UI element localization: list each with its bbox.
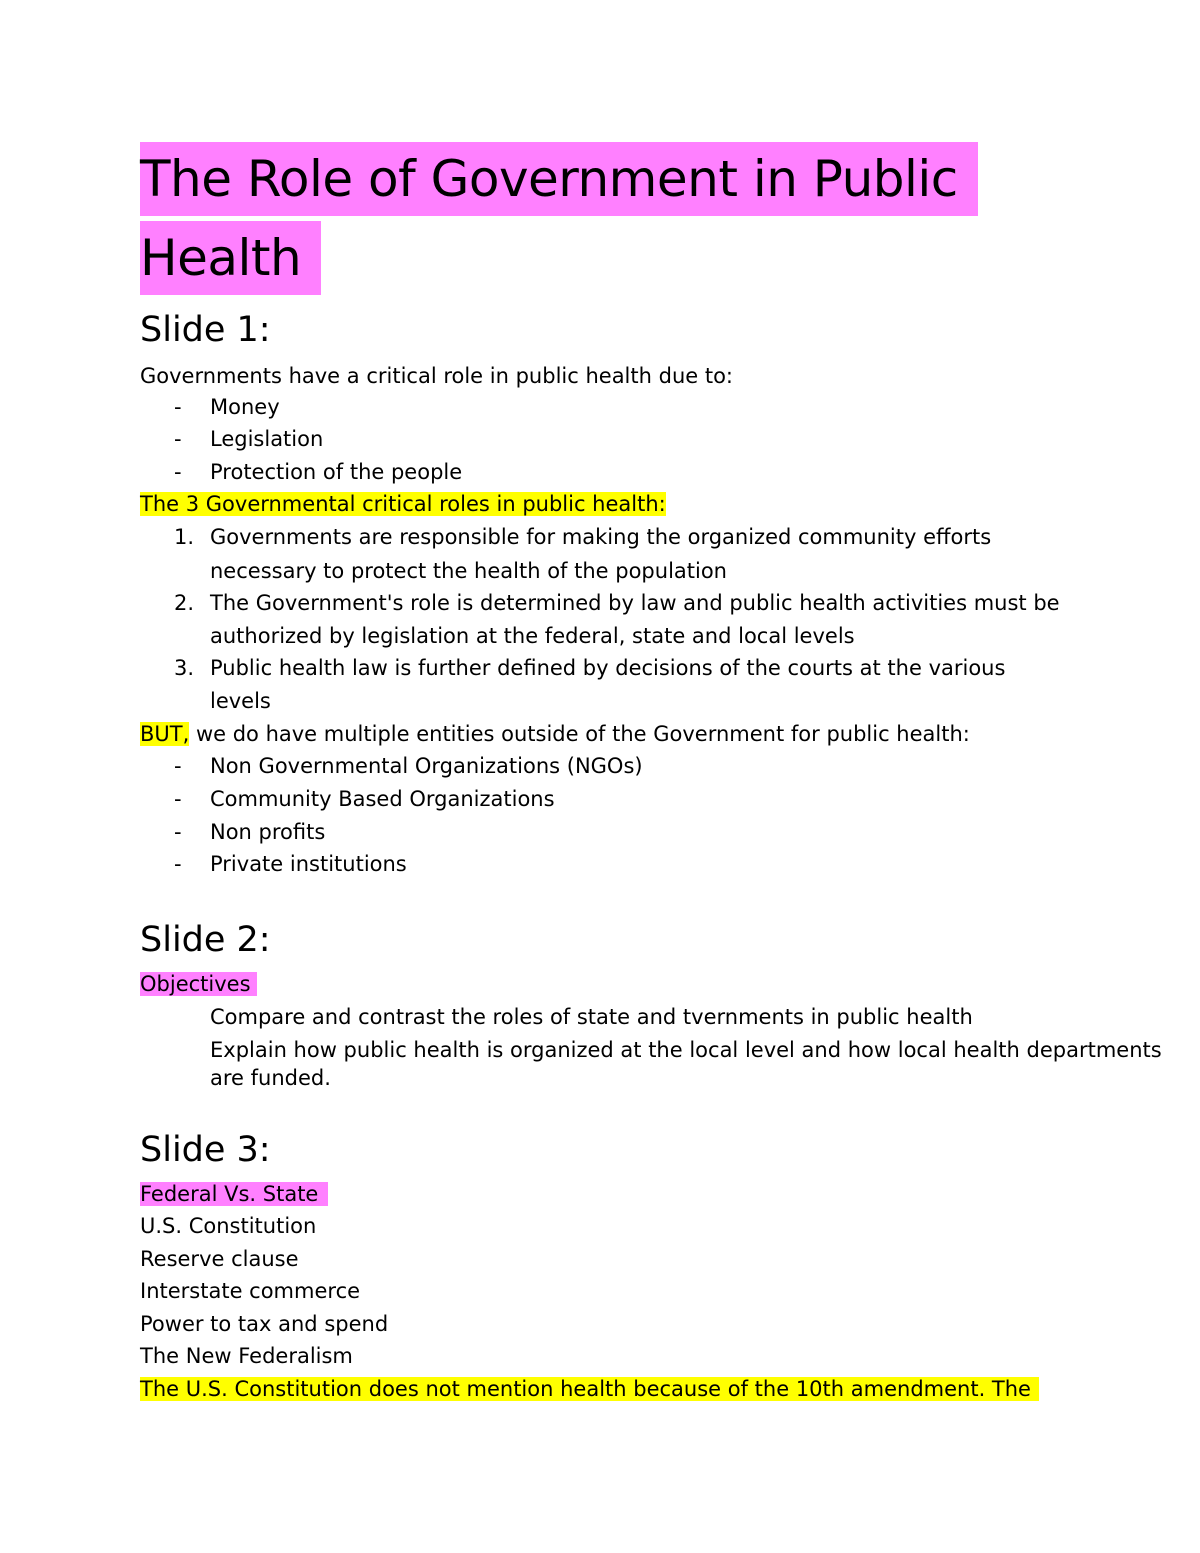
dash-bullet-icon: -: [174, 460, 182, 484]
list-item: [174, 817, 325, 847]
federal-vs-state-label: Federal Vs. State: [140, 1182, 328, 1206]
numbered-item-continuation: levels: [210, 689, 271, 713]
list-item-text: Private institutions: [210, 852, 407, 876]
slide-3-item: Reserve clause: [140, 1247, 299, 1271]
list-item: [174, 751, 643, 781]
numbered-item-text: The Government's role is determined by law and public health activities must be: [210, 591, 1060, 615]
numbered-item-text: Public health law is further defined by decisions of the courts at the various: [210, 656, 1006, 680]
numbered-item: [174, 588, 1060, 618]
federal-vs-state-line: [140, 1179, 328, 1209]
list-item-text: Non profits: [210, 820, 326, 844]
objective-2-line-2: are funded.: [210, 1066, 331, 1090]
roles-heading-text: The 3 Governmental critical roles in public health:: [140, 492, 666, 516]
list-item: [174, 457, 462, 487]
slide-3-item: U.S. Constitution: [140, 1214, 317, 1238]
numbered-item-continuation: necessary to protect the health of the population: [210, 559, 727, 583]
numbered-item: [174, 522, 991, 552]
document-title-line-1: The Role of Government in Public: [140, 142, 978, 216]
document-title-line-2: Health: [140, 221, 321, 295]
but-text: we do have multiple entities outside of the Government for public health:: [189, 722, 970, 746]
slide-1-intro: Governments have a critical role in public health due to:: [140, 364, 734, 388]
dash-bullet-icon: -: [174, 852, 182, 876]
list-item: [174, 849, 407, 879]
list-item-text: Community Based Organizations: [210, 787, 555, 811]
dash-bullet-icon: -: [174, 754, 182, 778]
objectives-label-line: [140, 969, 257, 999]
but-paragraph: [140, 719, 970, 749]
objective-1: Compare and contrast the roles of state and tvernments in public health: [210, 1005, 973, 1029]
item-number: 1.: [174, 525, 195, 549]
numbered-item-continuation: authorized by legislation at the federal, state and local levels: [210, 624, 855, 648]
objective-2-line-1: Explain how public health is organized at the local level and how local health departments: [210, 1038, 1162, 1062]
list-item: [174, 424, 323, 454]
slide-2-heading: Slide 2:: [140, 920, 271, 960]
numbered-item-text: Governments are responsible for making the organized community efforts: [210, 525, 992, 549]
numbered-item: [174, 653, 1005, 683]
constitution-note-line: [140, 1374, 1039, 1404]
list-item-text: Non Governmental Organizations (NGOs): [210, 754, 643, 778]
objectives-label: Objectives: [140, 972, 257, 996]
slide-1-heading: Slide 1:: [140, 310, 271, 350]
slide-3-item: Power to tax and spend: [140, 1312, 389, 1336]
constitution-note: The U.S. Constitution does not mention health because of the 10th amendment. The: [140, 1377, 1039, 1401]
item-number: 3.: [174, 656, 195, 680]
roles-heading: [140, 489, 666, 519]
list-item: [174, 392, 280, 422]
item-number: 2.: [174, 591, 195, 615]
list-item: [174, 784, 555, 814]
list-item-text: Legislation: [210, 427, 324, 451]
dash-bullet-icon: -: [174, 820, 182, 844]
dash-bullet-icon: -: [174, 427, 182, 451]
slide-3-heading: Slide 3:: [140, 1130, 271, 1170]
dash-bullet-icon: -: [174, 395, 182, 419]
list-item-text: Money: [210, 395, 280, 419]
dash-bullet-icon: -: [174, 787, 182, 811]
list-item-text: Protection of the people: [210, 460, 463, 484]
slide-3-item: The New Federalism: [140, 1344, 353, 1368]
but-label: BUT,: [140, 722, 190, 746]
slide-3-item: Interstate commerce: [140, 1279, 361, 1303]
